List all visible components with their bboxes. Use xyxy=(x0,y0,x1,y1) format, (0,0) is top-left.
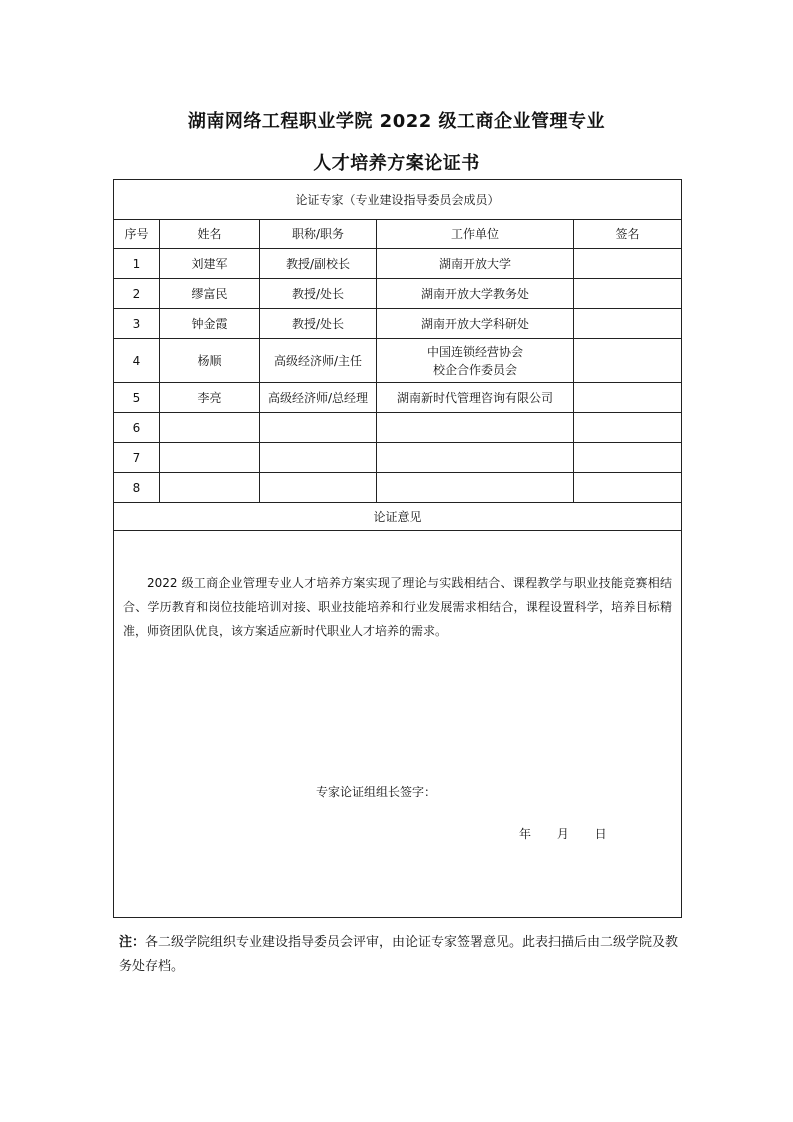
expert-title: 教授/处长 xyxy=(260,309,377,339)
signature-cell xyxy=(574,309,682,339)
expert-title: 教授/副校长 xyxy=(260,249,377,279)
table-row xyxy=(114,309,682,339)
opinion-header-row xyxy=(114,503,682,531)
opinion-text: 2022 级工商企业管理专业人才培养方案实现了理论与实践相结合、课程教学与职业技能竞赛相结合、学历教育和岗位技能培训对接、职业技能培养和行业发展需求相结合，课程设置科学，培养目标精准，师资团队优良，该方案适应新时代职业人才培养的需求。 xyxy=(123,576,673,638)
signature-cell xyxy=(574,339,682,383)
expert-name xyxy=(160,473,260,503)
row-number: 3 xyxy=(114,309,160,339)
unit-line: 湖南新时代管理咨询有限公司 xyxy=(396,390,553,405)
footnote-label: 注： xyxy=(119,935,146,950)
table-row xyxy=(114,279,682,309)
table-row xyxy=(114,249,682,279)
expert-unit xyxy=(377,249,574,279)
certification-table xyxy=(113,179,682,918)
unit-line: 校企合作委员会 xyxy=(432,362,517,377)
row-number: 2 xyxy=(114,279,160,309)
table-row xyxy=(114,383,682,413)
experts-header-row xyxy=(114,180,682,220)
row-number: 1 xyxy=(114,249,160,279)
signature-cell xyxy=(574,383,682,413)
expert-title xyxy=(260,443,377,473)
row-number: 6 xyxy=(114,413,160,443)
document-title-line-1: 湖南网络工程职业学院 2022 级工商企业管理专业 xyxy=(187,111,606,132)
expert-unit xyxy=(377,309,574,339)
expert-name: 钟金霞 xyxy=(160,309,260,339)
column-header-signature: 签名 xyxy=(574,220,682,249)
expert-name: 杨顺 xyxy=(160,339,260,383)
expert-name xyxy=(160,443,260,473)
expert-name xyxy=(160,413,260,443)
experts-header: 论证专家（专业建设指导委员会成员） xyxy=(114,180,682,220)
unit-line: 湖南开放大学教务处 xyxy=(420,286,529,301)
column-header-name: 姓名 xyxy=(160,220,260,249)
expert-name: 刘建军 xyxy=(160,249,260,279)
signature-cell xyxy=(574,249,682,279)
expert-title: 教授/处长 xyxy=(260,279,377,309)
signature-cell xyxy=(574,279,682,309)
expert-name: 李亮 xyxy=(160,383,260,413)
expert-title: 高级经济师/主任 xyxy=(260,339,377,383)
signature-cell xyxy=(574,413,682,443)
expert-title: 高级经济师/总经理 xyxy=(260,383,377,413)
expert-name: 缪富民 xyxy=(160,279,260,309)
table-row xyxy=(114,339,682,383)
table-row xyxy=(114,473,682,503)
unit-line: 中国连锁经营协会 xyxy=(426,344,523,359)
date-line: 年 月 日 xyxy=(519,827,607,841)
footnote-text: 各二级学院组织专业建设指导委员会评审，由论证专家签署意见。此表扫描后由二级学院及教务处存档。 xyxy=(119,935,679,974)
opinion-header: 论证意见 xyxy=(114,503,682,531)
expert-unit xyxy=(377,413,574,443)
column-header-unit: 工作单位 xyxy=(377,220,574,249)
column-header-no: 序号 xyxy=(114,220,160,249)
signature-cell xyxy=(574,473,682,503)
table-row xyxy=(114,443,682,473)
leader-signature-label: 专家论证组组长签字： xyxy=(316,785,437,799)
opinion-row xyxy=(114,531,682,918)
signature-cell xyxy=(574,443,682,473)
expert-title xyxy=(260,473,377,503)
expert-unit xyxy=(377,473,574,503)
footnote xyxy=(119,931,679,979)
document-title-line-2: 人才培养方案论证书 xyxy=(313,153,480,174)
table-row xyxy=(114,413,682,443)
expert-title xyxy=(260,413,377,443)
expert-unit xyxy=(377,443,574,473)
expert-unit xyxy=(377,279,574,309)
row-number: 7 xyxy=(114,443,160,473)
unit-line: 湖南开放大学 xyxy=(438,256,511,271)
expert-unit xyxy=(377,339,574,383)
expert-unit xyxy=(377,383,574,413)
column-header-row xyxy=(114,220,682,249)
row-number: 5 xyxy=(114,383,160,413)
row-number: 8 xyxy=(114,473,160,503)
opinion-cell xyxy=(114,531,682,918)
column-header-title: 职称/职务 xyxy=(260,220,377,249)
row-number: 4 xyxy=(114,339,160,383)
unit-line: 湖南开放大学科研处 xyxy=(420,316,529,331)
